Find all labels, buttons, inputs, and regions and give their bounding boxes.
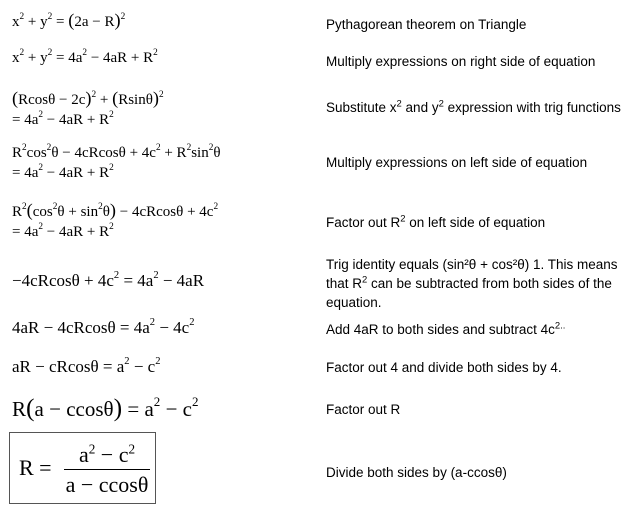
step-9-note: Factor out R [326,402,401,417]
step-7-note: Add 4aR to both sides and subtract $4c^{2..}$ [326,320,566,337]
step-6-note: Trig identity equals (sin²θ + cos²θ) 1. This means that $R^2$ can be subtracted from both sides of the equation. [326,257,618,310]
equation-step-5: $R^2(\cos^2\theta + \sin^2\theta) - 4cRcos\theta + 4c^2$ = $4a^2 - 4aR + R^2$ [12,200,219,240]
final-note: Divide both sides by (a-ccosθ) [326,465,507,480]
equation-step-2: $x^2 + y^2 = 4a^2 - 4aR + R^2$ [12,47,158,66]
step-3-note: Substitute $x^2$ and $y^2$ expression with trig functions [326,98,621,115]
equation-step-7: $4aR - 4cRcos\theta = 4a^2 - 4c^2$ [12,316,195,337]
step-5-note: Factor out $R^2$ on left side of equation [326,213,546,230]
step-1-note: Pythagorean theorem on Triangle [326,17,527,32]
step-4-note: Multiply expressions on left side of equation [326,155,588,170]
final-numerator: $a^2 - c^2$ [78,441,136,467]
step-2-note: Multiply expressions on right side of equation [326,54,596,69]
equation-step-9: $R(a - ccos\theta) = a^2 - c^2$ [12,393,199,422]
equation-step-8: aR − $cRcos\theta = a^2 - c^2$ [12,355,161,376]
equation-step-1: $x^2 + y^2 = (2a - R)^2$ [12,10,126,30]
final-result-box [9,432,156,504]
fraction-bar [64,469,150,470]
final-lhs: R = [19,455,52,480]
equation-step-6: $-4cRcos\theta + 4c^2 = 4a^2 - 4aR$ [12,269,205,290]
equation-step-4: $R^2\cos^2\theta - 4cRcos\theta + 4c^2 + R^2\sin^2\theta$ = $4a^2 - 4aR + R^2$ [12,142,221,181]
final-fraction [64,443,150,497]
final-denominator: a − ccosθ [65,472,149,497]
equation-step-3: $(Rcos\theta - 2c)^2 + (Rsin\theta)^2$ = $4a^2 - 4aR + R^2$ [12,88,164,128]
step-8-note: Factor out 4 and divide both sides by 4. [326,360,562,375]
